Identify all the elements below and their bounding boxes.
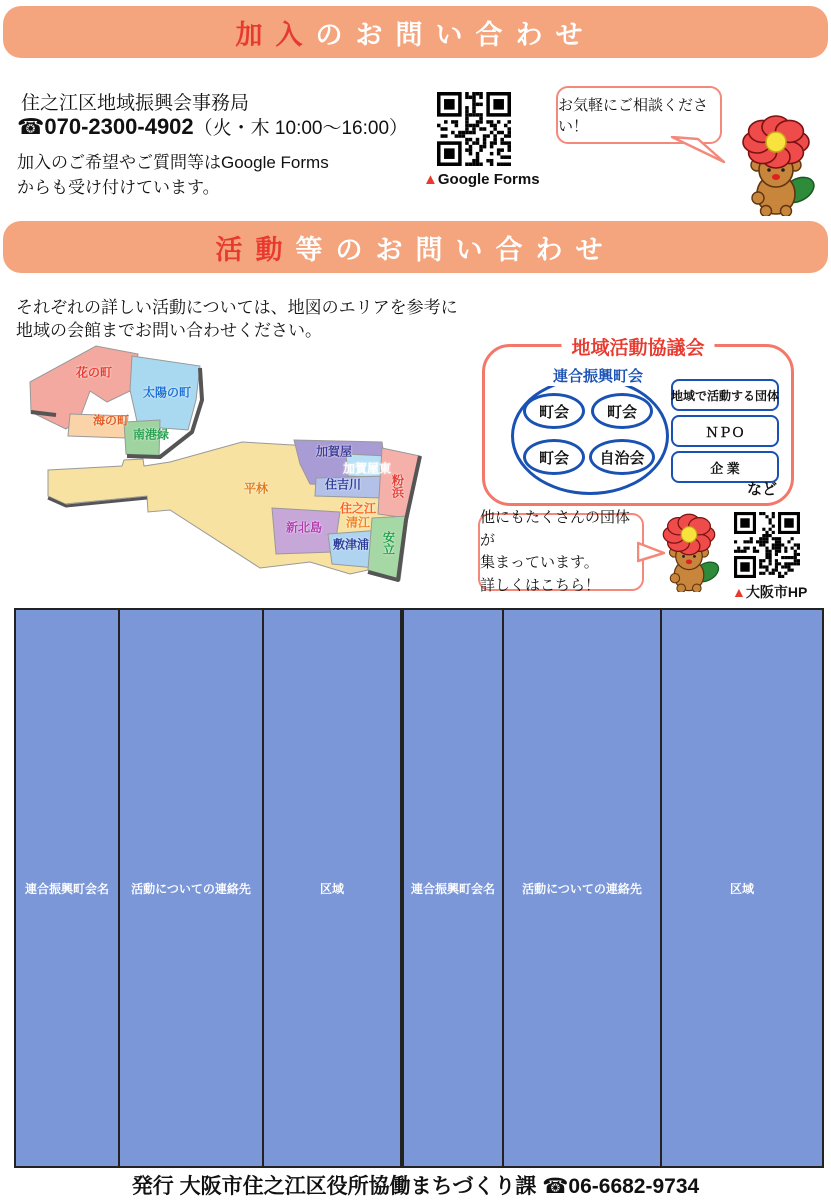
map-label: 清江 [345, 515, 371, 530]
map-label: 海の町 [92, 413, 130, 428]
activity-intro-line1: それぞれの詳しい活動については、地図のエリアを参考に [16, 298, 458, 317]
activity-inquiry-banner [3, 221, 828, 273]
join-note-line1: 加入のご希望やご質問等はGoogle Forms [17, 153, 329, 172]
map-label: 太陽の町 [142, 385, 192, 400]
council-oval: 町会 [523, 393, 585, 429]
community-council-diagram [482, 338, 794, 506]
federation-circle [511, 377, 669, 495]
table-header-cell: 区域 [263, 609, 401, 1167]
federation-label: 連合振興町会 [547, 365, 649, 386]
council-etc: など [746, 481, 777, 498]
contact-table [14, 608, 824, 1168]
table-header-cell: 活動についての連絡先 [119, 609, 263, 1167]
join-phone-line [17, 113, 408, 140]
groups-bubble-line: 集まっています。 [480, 554, 599, 571]
join-phone-hours: （火・木 10:00～16:00） [193, 118, 409, 139]
triangle-icon: ▲ [732, 584, 746, 600]
table-header-cell: 区域 [661, 609, 823, 1167]
table-header-cell: 活動についての連絡先 [503, 609, 661, 1167]
map-label: 敷津浦 [332, 537, 370, 552]
council-box: 地域で活動する団体 [671, 379, 779, 411]
join-phone-number: ☎070-2300-4902 [17, 114, 194, 139]
join-inquiry-banner [3, 6, 828, 58]
banner-rest: のお問い合わせ [315, 19, 596, 50]
contact-table-left [14, 608, 402, 1168]
map-label: 新北島 [285, 520, 323, 535]
map-label: 住吉川 [324, 477, 362, 492]
banner-highlight: 加入 [235, 19, 316, 50]
map-label: 南港緑 [132, 427, 170, 442]
map-label: 住之江 [339, 501, 377, 516]
google-forms-qr-code [437, 92, 511, 166]
groups-bubble-line: 他にもたくさんの団体が [480, 509, 631, 549]
map-label: 加賀屋 [315, 444, 353, 459]
osaka-city-qr-code [734, 512, 800, 578]
join-note-line2: からも受け付けています。 [17, 178, 220, 197]
map-label: 平林 [243, 481, 269, 496]
google-forms-qr-label: ▲Google Forms [423, 171, 540, 188]
osaka-city-qr-label: ▲大阪市HP [732, 584, 808, 600]
council-title: 地域活動協議会 [561, 333, 714, 360]
table-header-cell: 連合振興町会名 [403, 609, 503, 1167]
banner-rest: 等のお問い合わせ [295, 234, 616, 265]
contact-table-right [402, 608, 824, 1168]
area-map [10, 338, 460, 596]
office-name: 住之江区地域振興会事務局 [21, 93, 250, 114]
map-label: 安立 [381, 531, 396, 555]
council-box: ＮＰＯ [671, 415, 779, 447]
flower-mascot [726, 108, 826, 216]
speech-bubble-tail [668, 136, 730, 170]
table-header-cell: 連合振興町会名 [15, 609, 119, 1167]
consult-bubble-text: お気軽にご相談ください！ [558, 97, 709, 135]
banner-highlight: 活動 [215, 234, 296, 265]
map-label: 粉浜 [390, 474, 405, 498]
map-label: 花の町 [75, 365, 113, 380]
publisher-footer: 発行 大阪市住之江区役所協働まちづくり課 ☎06-6682-9734 [131, 1175, 700, 1198]
triangle-icon: ▲ [423, 171, 438, 188]
council-oval: 自治会 [589, 439, 655, 475]
map-label: 加賀屋東 [342, 461, 392, 476]
groups-speech-bubble [478, 509, 644, 594]
speech-bubble-tail [637, 540, 667, 564]
groups-bubble-line: 詳しくはこちら！ [480, 576, 601, 594]
council-box: 企 業 [671, 451, 779, 483]
council-oval: 町会 [523, 439, 585, 475]
council-oval: 町会 [591, 393, 653, 429]
activity-intro-line2: 地域の会館までお問い合わせください。 [16, 321, 322, 340]
